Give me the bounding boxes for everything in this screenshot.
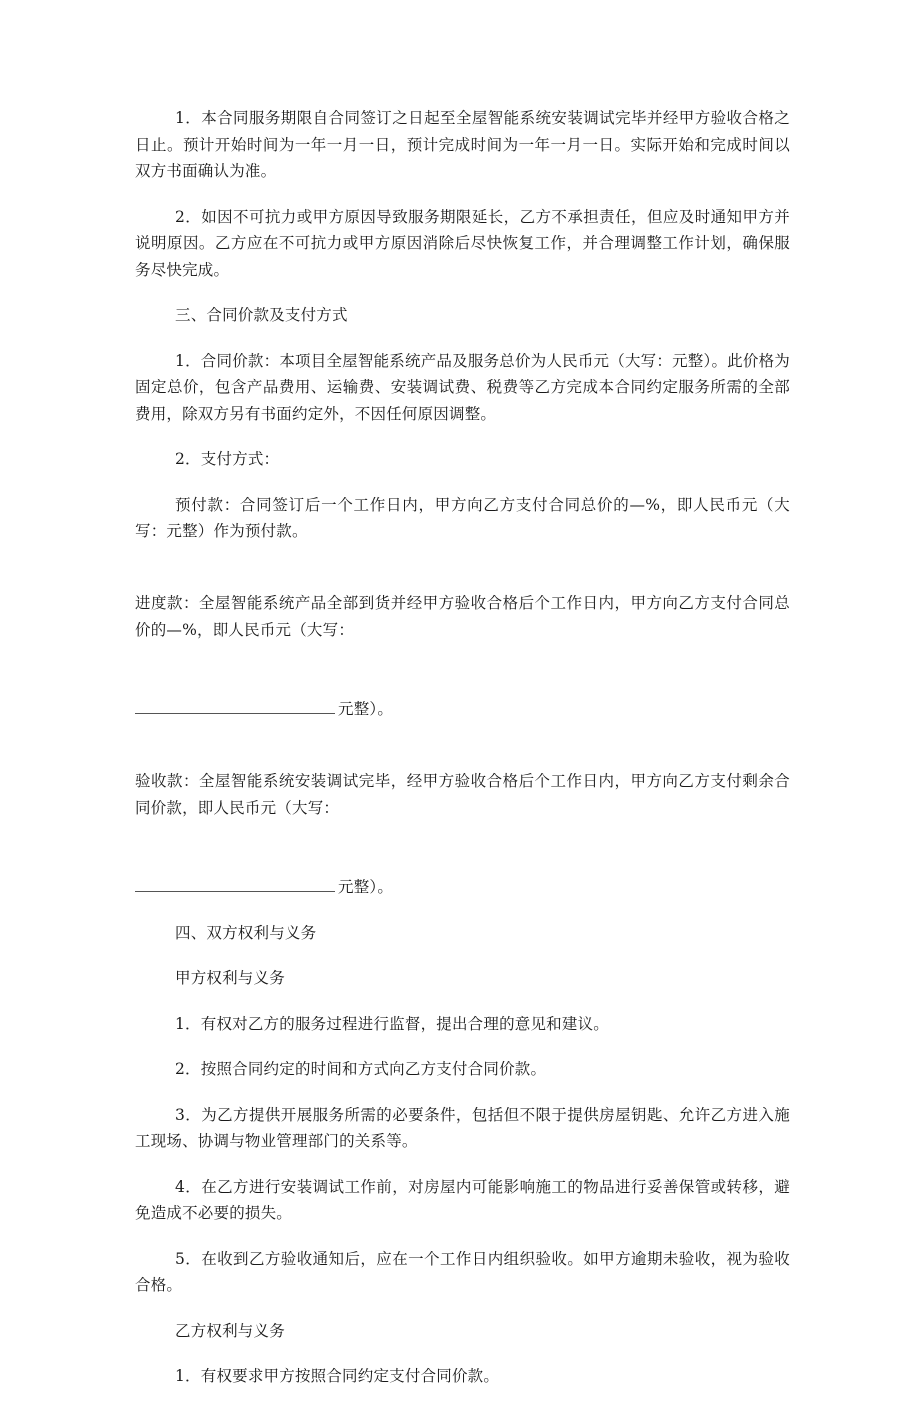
amount-blank-line	[135, 876, 335, 892]
acceptance-payment-suffix: 元整）。	[338, 878, 394, 896]
party-a-item-2: 2．按照合同约定的时间和方式向乙方支付合同价款。	[175, 1060, 547, 1078]
document-body	[135, 105, 790, 1409]
party-a-item-5: 5．在收到乙方验收通知后，应在一个工作日内组织验收。如甲方逾期未验收，视为验收合格。	[135, 1249, 790, 1294]
section-heading-rights-obligations: 四、双方权利与义务	[175, 923, 317, 942]
section-heading-price-payment: 三、合同价款及支付方式	[175, 306, 348, 324]
clause-progress-payment	[135, 564, 790, 723]
progress-payment-text: 进度款：全屋智能系统产品全部到货并经甲方验收合格后个工作日内，甲方向乙方支付合同总价的—%，即人民币元（大写：	[135, 594, 790, 639]
party-a-item-1: 1．有权对乙方的服务过程进行监督，提出合理的意见和建议。	[175, 1014, 609, 1033]
party-a-item-4: 4．在乙方进行安装调试工作前，对房屋内可能影响施工的物品进行妥善保管或转移，避免造成不必要的损失。	[135, 1177, 790, 1222]
party-b-item-1: 1．有权要求甲方按照合同约定支付合同价款。	[175, 1367, 500, 1385]
clause-term-1: 1．本合同服务期限自合同签订之日起至全屋智能系统安装调试完毕并经甲方验收合格之日止。预计开始时间为一年一月一日，预计完成时间为一年一月一日。实际开始和完成时间以双方书面确认为准。	[135, 109, 790, 180]
clause-contract-price: 1．合同价款：本项目全屋智能系统产品及服务总价为人民币元（大写：元整）。此价格为固定总价，包含产品费用、运输费、安装调试费、税费等乙方完成本合同约定服务所需的全部费用，除双方另有书面约定外，不因任何原因调整。	[135, 351, 790, 423]
clause-advance-payment: 预付款：合同签订后一个工作日内，甲方向乙方支付合同总价的—%，即人民币元（大写：元整）作为预付款。	[135, 495, 790, 540]
clause-term-2: 2．如因不可抗力或甲方原因导致服务期限延长，乙方不承担责任，但应及时通知甲方并说明原因。乙方应在不可抗力或甲方原因消除后尽快恢复工作，并合理调整工作计划，确保服务尽快完成。	[135, 207, 790, 279]
subheading-party-b: 乙方权利与义务	[175, 1321, 285, 1340]
clause-acceptance-payment	[135, 742, 790, 901]
subheading-party-a: 甲方权利与义务	[175, 969, 285, 987]
progress-payment-suffix: 元整）。	[338, 700, 394, 718]
clause-payment-method: 2．支付方式：	[175, 450, 280, 468]
amount-blank-line	[135, 698, 335, 714]
acceptance-payment-text: 验收款：全屋智能系统安装调试完毕，经甲方验收合格后个工作日内，甲方向乙方支付剩余合同价款，即人民币元（大写：	[135, 772, 790, 817]
party-a-item-3: 3．为乙方提供开展服务所需的必要条件，包括但不限于提供房屋钥匙、允许乙方进入施工现场、协调与物业管理部门的关系等。	[135, 1105, 790, 1150]
